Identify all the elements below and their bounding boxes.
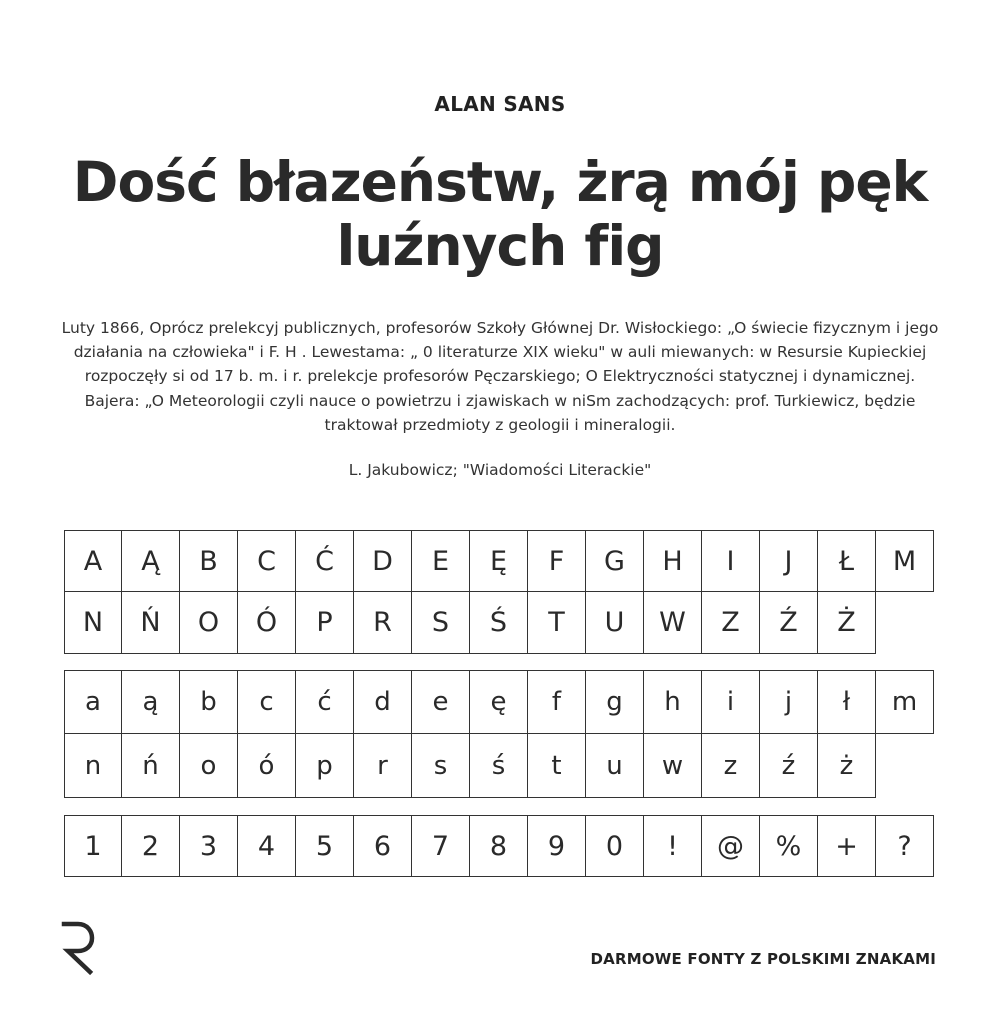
glyph-cell: 6: [354, 815, 412, 877]
glyph-cell: g: [586, 670, 644, 734]
footer-tagline: DARMOWE FONTY Z POLSKIMI ZNAKAMI: [590, 950, 936, 968]
glyph-cell: Ę: [470, 530, 528, 592]
glyph-cell: ń: [122, 734, 180, 798]
glyph-cell: 3: [180, 815, 238, 877]
glyph-cell: z: [702, 734, 760, 798]
glyph-cell: E: [412, 530, 470, 592]
glyph-cell: ?: [876, 815, 934, 877]
glyph-cell: A: [64, 530, 122, 592]
glyph-cell: Ś: [470, 592, 528, 654]
glyph-cell: 1: [64, 815, 122, 877]
glyph-cell: S: [412, 592, 470, 654]
glyph-cell: P: [296, 592, 354, 654]
glyph-cell: i: [702, 670, 760, 734]
glyph-cell: 8: [470, 815, 528, 877]
glyph-cell: ś: [470, 734, 528, 798]
glyph-cell: o: [180, 734, 238, 798]
glyph-cell: f: [528, 670, 586, 734]
glyph-cell: ł: [818, 670, 876, 734]
glyph-cell: n: [64, 734, 122, 798]
glyph-cell: O: [180, 592, 238, 654]
glyph-cell: 7: [412, 815, 470, 877]
glyph-cell: U: [586, 592, 644, 654]
glyph-cell: h: [644, 670, 702, 734]
glyph-cell: F: [528, 530, 586, 592]
glyph-cell: Ż: [818, 592, 876, 654]
glyph-cell: Ą: [122, 530, 180, 592]
glyph-cell: C: [238, 530, 296, 592]
glyph-cell: %: [760, 815, 818, 877]
glyph-cell: M: [876, 530, 934, 592]
glyph-cell: Ń: [122, 592, 180, 654]
glyph-cell: t: [528, 734, 586, 798]
glyph-cell: @: [702, 815, 760, 877]
glyph-cell: 5: [296, 815, 354, 877]
glyph-cell: Ó: [238, 592, 296, 654]
headline: Dość błazeństw, żrą mój pęk luźnych fig: [72, 150, 928, 278]
glyph-cell: d: [354, 670, 412, 734]
glyph-cell: G: [586, 530, 644, 592]
glyph-cell: u: [586, 734, 644, 798]
r-logo-icon: [60, 920, 96, 976]
digits-symbols-grid: [64, 815, 934, 877]
glyph-cell: s: [412, 734, 470, 798]
body-text: Luty 1866, Oprócz prelekcyj publicznych, profesorów Szkoły Głównej Dr. Wisłockiego: „O świecie fizycznym i jego działania na człowieka" i F. H . Lewestama: „ 0 literaturze XIX wieku" w auli miewanych: w Resursie Kupieckiej rozpoczęły si od 17 b. m. i r. prelekcje profesorów Pęczarskiego; O Elektryczności statycznej i dynamicznej. Bajera: „O Meteorologii czyli nauce o powietrzu i zjawiskach w niSm zachodzących: prof. Turkiewicz, będzie traktował przedmioty z geologii i mineralogii.: [61, 319, 939, 434]
glyph-cell: ć: [296, 670, 354, 734]
glyph-cell: H: [644, 530, 702, 592]
glyph-cell: !: [644, 815, 702, 877]
glyph-cell: 2: [122, 815, 180, 877]
glyph-cell: +: [818, 815, 876, 877]
glyph-cell: Z: [702, 592, 760, 654]
glyph-cell: ą: [122, 670, 180, 734]
glyph-cell: J: [760, 530, 818, 592]
glyph-cell: 0: [586, 815, 644, 877]
glyph-cell: w: [644, 734, 702, 798]
citation: L. Jakubowicz; "Wiadomości Literackie": [348, 461, 652, 479]
glyph-cell: 9: [528, 815, 586, 877]
glyph-cell: ę: [470, 670, 528, 734]
glyph-cell: b: [180, 670, 238, 734]
glyph-cell: e: [412, 670, 470, 734]
glyph-cell: 4: [238, 815, 296, 877]
glyph-cell: Ć: [296, 530, 354, 592]
lowercase-grid: [64, 670, 934, 798]
glyph-cell: ó: [238, 734, 296, 798]
glyph-cell: B: [180, 530, 238, 592]
glyph-cell: R: [354, 592, 412, 654]
font-name: ALAN SANS: [434, 92, 566, 116]
glyph-cell: I: [702, 530, 760, 592]
glyph-cell: j: [760, 670, 818, 734]
glyph-cell: ź: [760, 734, 818, 798]
glyph-cell: a: [64, 670, 122, 734]
glyph-cell: r: [354, 734, 412, 798]
glyph-cell: D: [354, 530, 412, 592]
glyph-cell: c: [238, 670, 296, 734]
glyph-cell: m: [876, 670, 934, 734]
glyph-cell: Ł: [818, 530, 876, 592]
glyph-cell: W: [644, 592, 702, 654]
glyph-cell: T: [528, 592, 586, 654]
glyph-cell: ż: [818, 734, 876, 798]
uppercase-grid: [64, 530, 934, 654]
glyph-cell: Ź: [760, 592, 818, 654]
glyph-cell: p: [296, 734, 354, 798]
glyph-cell: N: [64, 592, 122, 654]
